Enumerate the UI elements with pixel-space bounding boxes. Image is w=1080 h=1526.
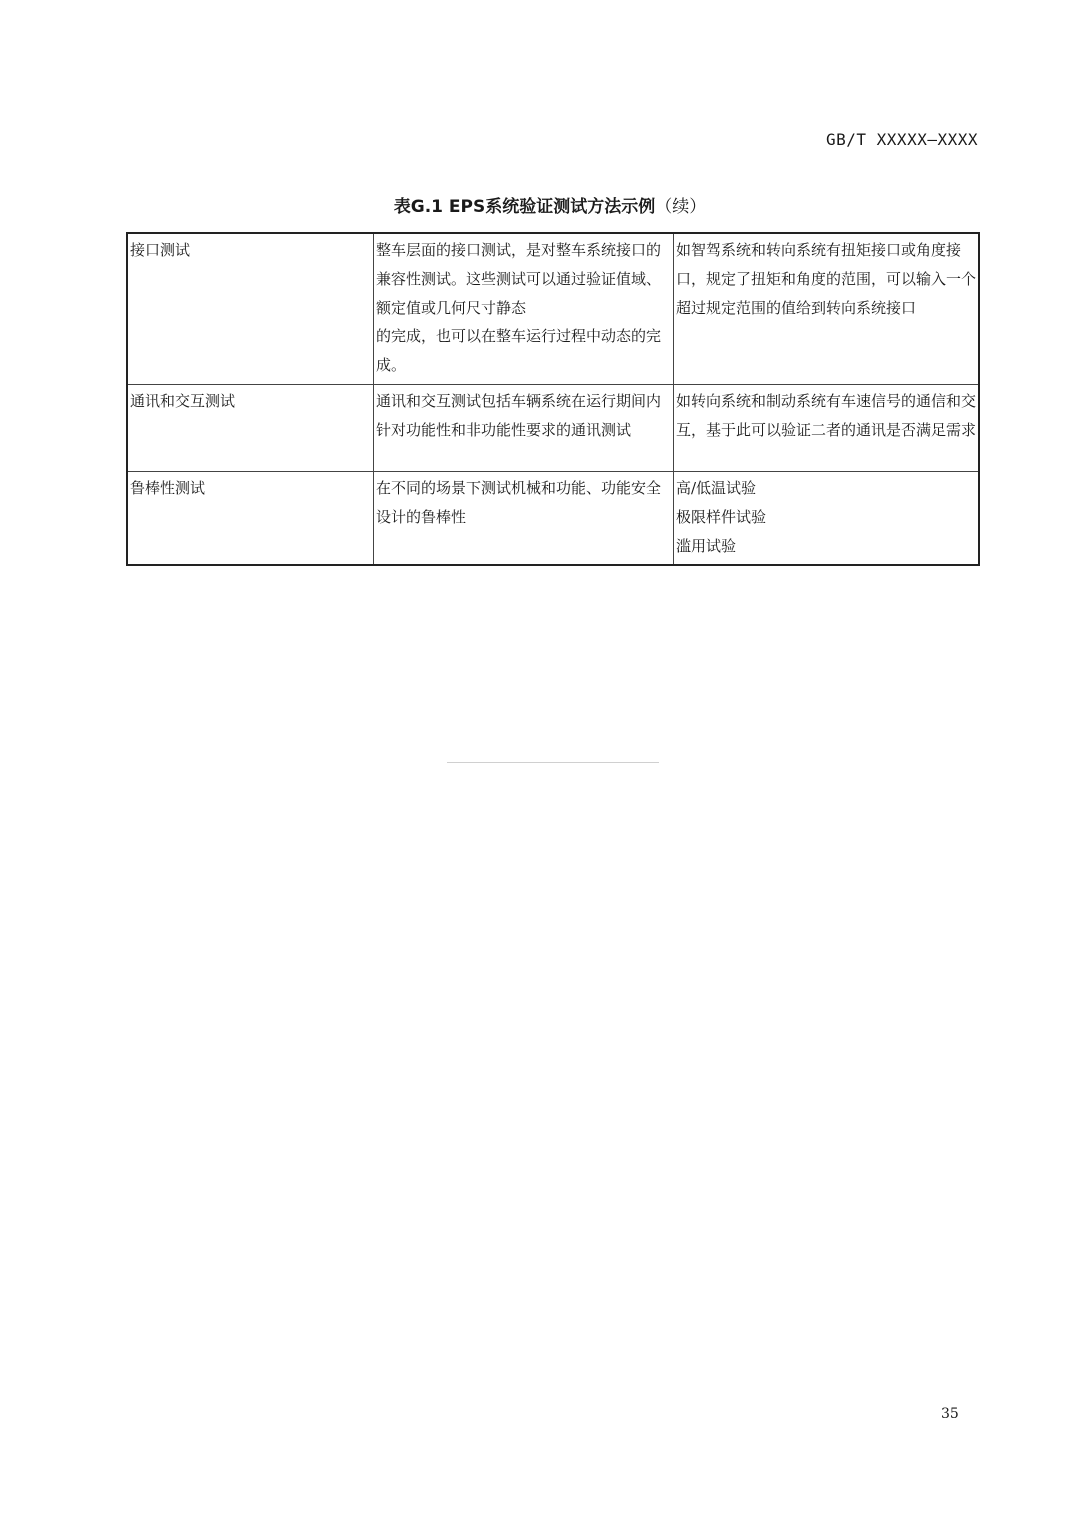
example-text: 滥用试验 bbox=[676, 536, 737, 555]
footer-divider bbox=[447, 762, 659, 763]
document-code: GB/T XXXXX—XXXX bbox=[826, 130, 978, 149]
table-title bbox=[0, 192, 1080, 217]
example-text: 如转向系统和制动系统有车速信号的通信和交互，基于此可以验证二者的通讯是否满足需求 bbox=[676, 391, 977, 439]
description-text: 的完成，也可以在整车运行过程中动态的完成。 bbox=[376, 327, 662, 375]
example-cell bbox=[674, 471, 980, 565]
test-name: 接口测试 bbox=[130, 241, 191, 259]
description-cell bbox=[374, 384, 674, 471]
description-text: 整车层面的接口测试，是对整车系统接口的兼容性测试。这些测试可以通过验证值域、额定值或几何尺寸静态 bbox=[376, 241, 662, 317]
page-number: 35 bbox=[941, 1406, 959, 1422]
test-name: 鲁棒性测试 bbox=[130, 478, 206, 497]
test-name-cell bbox=[127, 233, 374, 384]
test-name: 通讯和交互测试 bbox=[130, 391, 236, 410]
description-cell bbox=[374, 233, 674, 384]
test-name-cell bbox=[127, 471, 374, 565]
example-text: 高/低温试验 bbox=[676, 478, 757, 497]
table-row bbox=[127, 233, 979, 384]
example-cell bbox=[674, 384, 980, 471]
test-methods-table bbox=[126, 232, 980, 566]
test-name-cell bbox=[127, 384, 374, 471]
example-cell bbox=[674, 233, 980, 384]
example-text: 极限样件试验 bbox=[676, 507, 767, 526]
description-text: 通讯和交互测试包括车辆系统在运行期间内针对功能性和非功能性要求的通讯测试 bbox=[376, 391, 662, 439]
description-text: 在不同的场景下测试机械和功能、功能安全设计的鲁棒性 bbox=[376, 478, 662, 526]
table-row bbox=[127, 384, 979, 471]
description-cell bbox=[374, 471, 674, 565]
example-text: 如智驾系统和转向系统有扭矩接口或角度接口，规定了扭矩和角度的范围，可以输入一个超过规定范围的值给到转向系统接口 bbox=[676, 241, 977, 317]
table-title-main: 表G.1 EPS系统验证测试方法示例 bbox=[393, 197, 656, 217]
table-title-suffix: （续） bbox=[655, 197, 707, 217]
table-row bbox=[127, 471, 979, 565]
